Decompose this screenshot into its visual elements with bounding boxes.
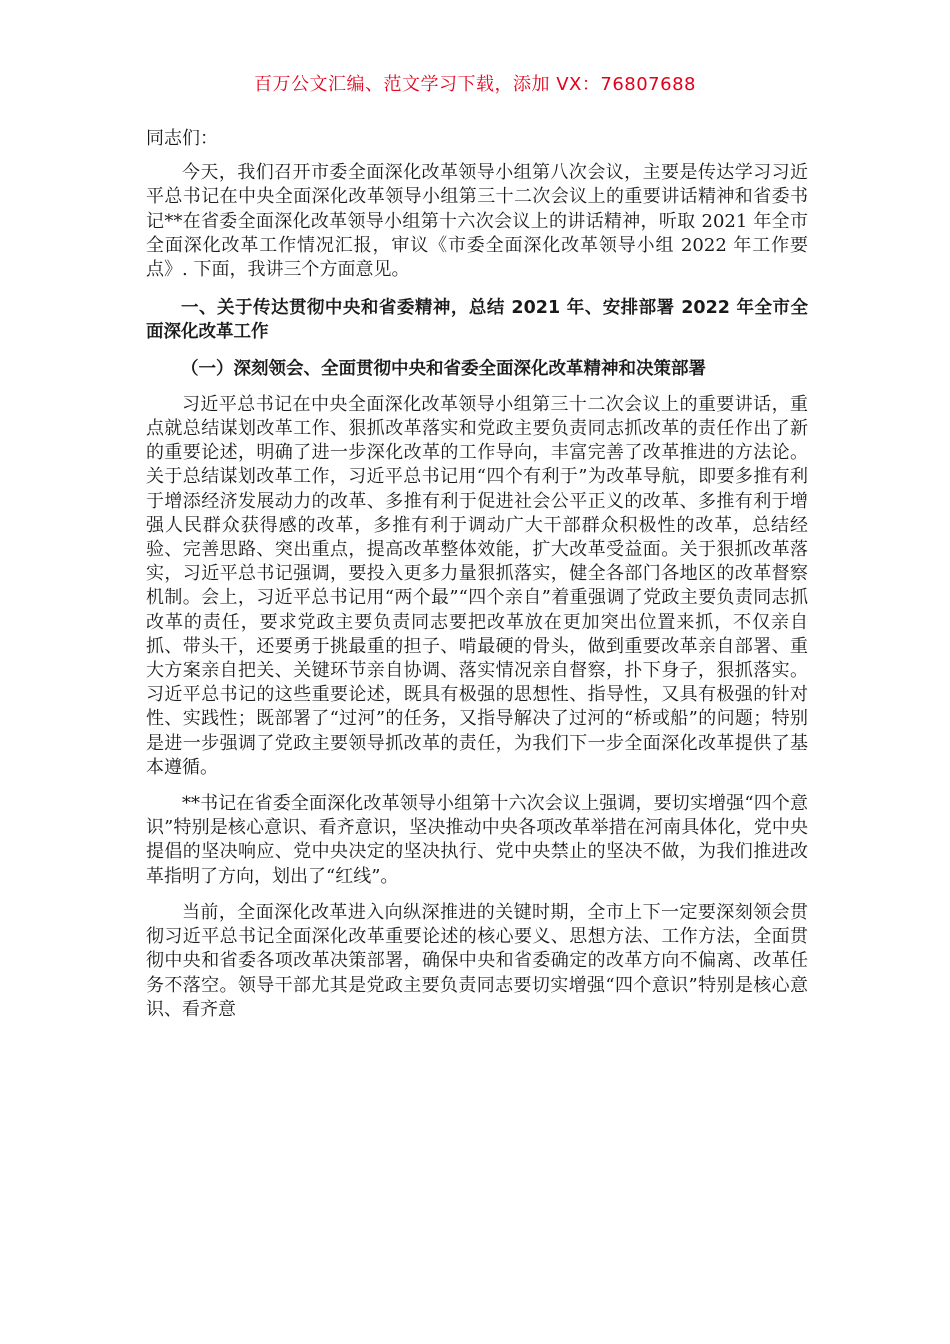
watermark-banner: 百万公文汇编、范文学习下载，添加 VX：76807688: [254, 74, 696, 95]
body-paragraph-3: 当前，全面深化改革进入向纵深推进的关键时期，全市上下一定要深刻领会贯彻习近平总书记全面深化改革重要论述的核心要义、思想方法、工作方法，全面贯彻中央和省委各项改革决策部署，确保中央和省委确定的改革方向不偏离、改革任务不落空。领导干部尤其是党政主要负责同志要切实增强“四个意识”特别是核心意识、看齐意: [146, 901, 808, 1020]
document-body: [146, 127, 808, 1022]
intro-paragraph: 今天，我们召开市委全面深化改革领导小组第八次会议，主要是传达学习习近平总书记在中央全面深化改革领导小组第三十二次会议上的重要讲话精神和省委书记**在省委全面深化改革领导小组第十六次会议上的讲话精神，听取 2021 年全市全面深化改革工作情况汇报，审议《市委全面深化改革领导小组 2022 年工作要点》. 下面，我讲三个方面意见。: [146, 162, 808, 281]
salutation: 同志们：: [146, 128, 218, 149]
body-paragraph-1: 习近平总书记在中央全面深化改革领导小组第三十二次会议上的重要讲话，重点就总结谋划改革工作、狠抓改革落实和党政主要负责同志抓改革的责任作出了新的重要论述，明确了进一步深化改革的工作导向，丰富完善了改革推进的方法论。关于总结谋划改革工作，习近平总书记用“四个有利于”为改革导航，即要多推有利于增添经济发展动力的改革、多推有利于促进社会公平正义的改革、多推有利于增强人民群众获得感的改革，多推有利于调动广大干部群众积极性的改革，总结经验、完善思路、突出重点，提高改革整体效能，扩大改革受益面。关于狠抓改革落实，习近平总书记强调，要投入更多力量狠抓落实，健全各部门各地区的改革督察机制。会上，习近平总书记用“两个最”“四个亲自”着重强调了党政主要负责同志抓改革的责任，要求党政主要负责同志要把改革放在更加突出位置来抓，不仅亲自抓、带头干，还要勇于挑最重的担子、啃最硬的骨头，做到重要改革亲自部署、重大方案亲自把关、关键环节亲自协调、落实情况亲自督察，扑下身子，狠抓落实。习近平总书记的这些重要论述，既具有极强的思想性、指导性，又具有极强的针对性、实践性；既部署了“过河”的任务，又指导解决了过河的“桥或船”的问题；特别是进一步强调了党政主要领导抓改革的责任，为我们下一步全面深化改革提供了基本遵循。: [146, 393, 808, 778]
subsection-heading-1: （一）深刻领会、全面贯彻中央和省委全面深化改革精神和决策部署: [181, 358, 706, 379]
body-paragraph-2: **书记在省委全面深化改革领导小组第十六次会议上强调，要切实增强“四个意识”特别是核心意识、看齐意识，坚决推动中央各项改革举措在河南具体化，党中央提倡的坚决响应、党中央决定的坚决执行、党中央禁止的坚决不做，为我们推进改革指明了方向，划出了“红线”。: [146, 793, 808, 887]
section-heading-1: 一、关于传达贯彻中央和省委精神，总结 2021 年、安排部署 2022 年全市全面深化改革工作: [146, 298, 808, 343]
